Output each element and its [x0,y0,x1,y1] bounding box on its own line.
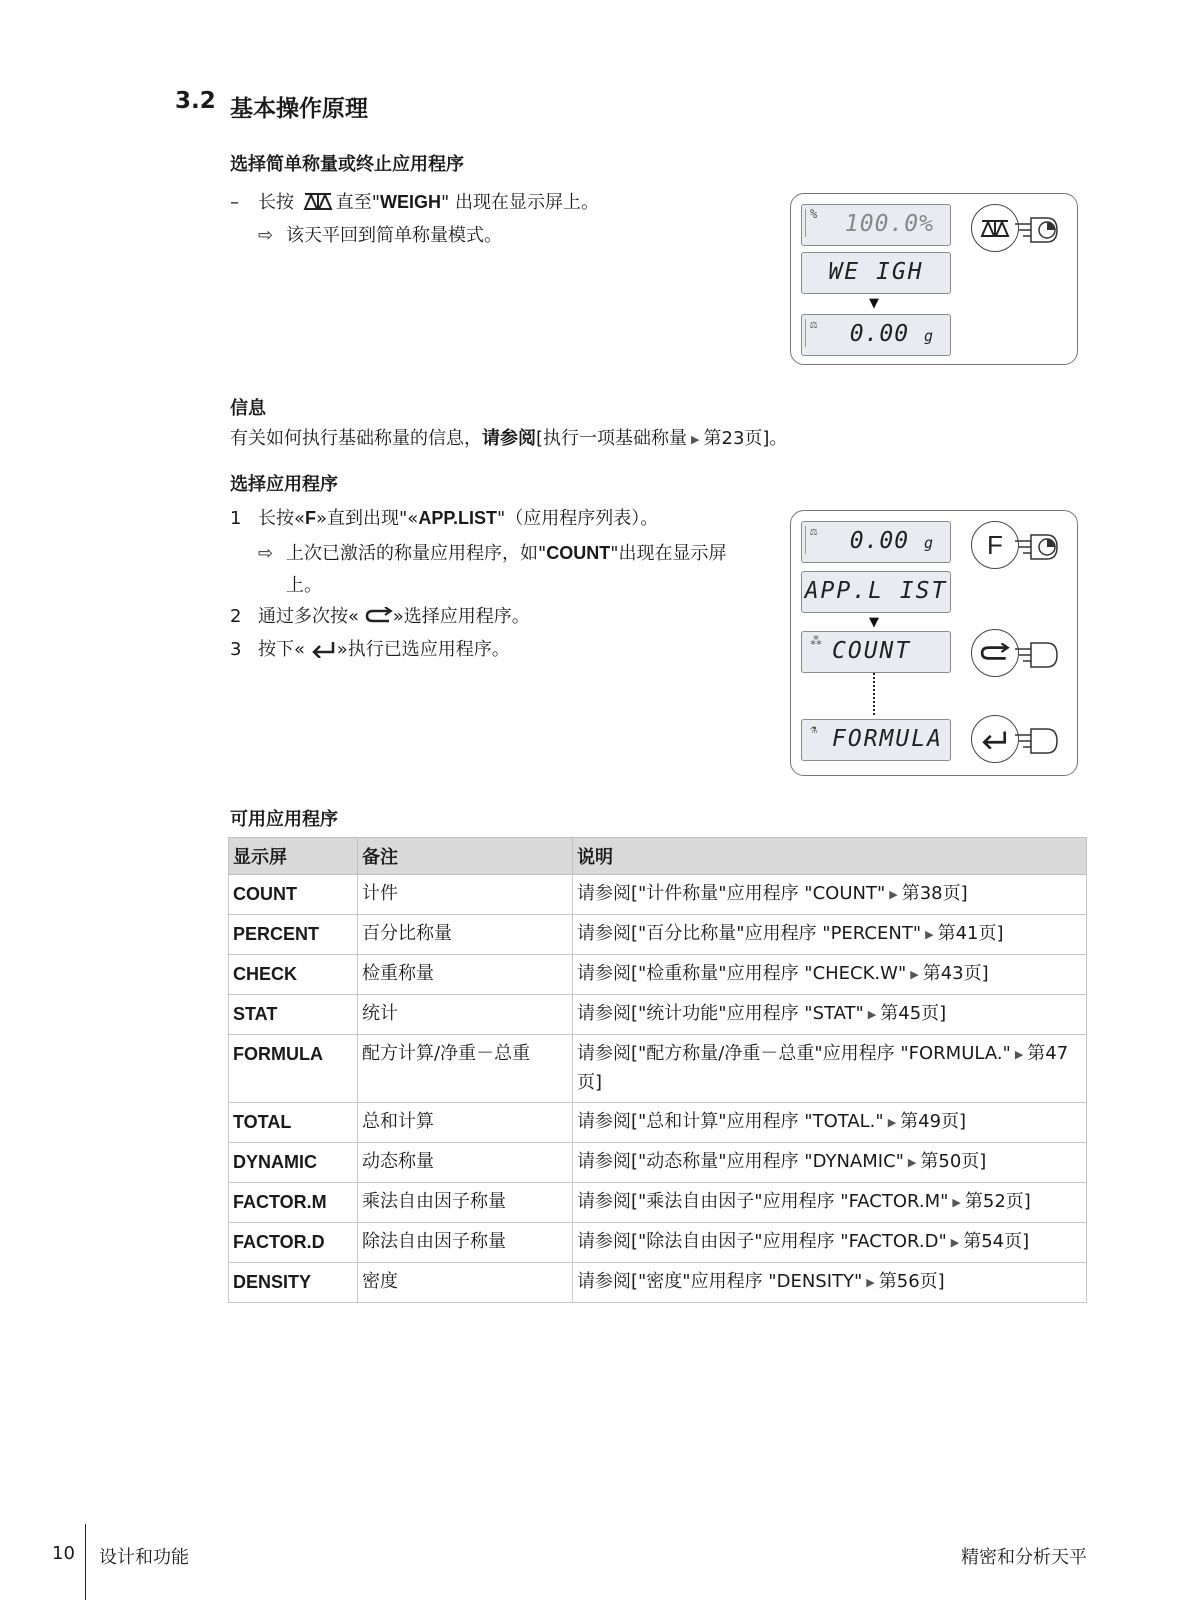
col-header-desc: 说明 [573,838,1087,875]
table-row [229,1183,1087,1223]
formula-icon: ⚗ [810,722,818,736]
footer-product: 精密和分析天平 [961,1547,1087,1568]
cell-desc: 请参阅["总和计算"应用程序 "TOTAL." ▶ 第49页] [573,1103,1087,1143]
footer-divider [85,1524,86,1600]
page-number: 10 [52,1543,75,1564]
enter-button [971,715,1019,763]
enter-key-icon [311,640,337,658]
table-row [229,1143,1087,1183]
select-step-1: 1 长按«F»直到出现"«APP.LIST"（应用程序列表）。 [230,508,659,529]
cell-desc: 请参阅["检重称量"应用程序 "CHECK.W" ▶ 第43页] [573,955,1087,995]
cell-note: 计件 [358,875,573,915]
scale-icon: ⚖ [810,317,818,331]
link-arrow-icon: ▶ [889,888,898,901]
cell-desc: 请参阅["乘法自由因子"应用程序 "FACTOR.M" ▶ 第52页] [573,1183,1087,1223]
hand-press-icon [1013,721,1063,757]
cell-display: COUNT [229,875,358,915]
cell-display: TOTAL [229,1103,358,1143]
cell-desc: 请参阅["百分比称量"应用程序 "PERCENT" ▶ 第41页] [573,915,1087,955]
link-arrow-icon: ▶ [952,1196,961,1209]
cell-note: 检重称量 [358,955,573,995]
cell-display: FACTOR.M [229,1183,358,1223]
table-row [229,1103,1087,1143]
info-text: 有关如何执行基础称量的信息，请参阅[执行一项基础称量 ▶ 第23页]。 [230,428,788,449]
simple-weighing-result: ⇨ 该天平回到简单称量模式。 [258,220,502,252]
cell-note: 统计 [358,995,573,1035]
table-row [229,875,1087,915]
cell-note: 除法自由因子称量 [358,1223,573,1263]
cell-desc: 请参阅["计件称量"应用程序 "COUNT" ▶ 第38页] [573,875,1087,915]
result-arrow-icon: ⇨ [258,225,274,246]
link-arrow-icon: ▶ [691,433,700,446]
col-header-display: 显示屏 [229,838,358,875]
cell-display: FACTOR.D [229,1223,358,1263]
lcd-percent: % 100.0% [801,204,951,246]
cell-note: 乘法自由因子称量 [358,1183,573,1223]
hand-press-hold-icon [1013,210,1063,246]
select-step-3: 3 按下« »执行已选应用程序。 [230,639,510,660]
cell-desc: 请参阅["除法自由因子"应用程序 "FACTOR.D" ▶ 第54页] [573,1223,1087,1263]
cell-note: 密度 [358,1263,573,1303]
table-row [229,915,1087,955]
lcd-count: ⁂ COUNT [801,631,951,673]
f-button: F [971,521,1019,569]
scroll-button [971,629,1019,677]
lcd-weight: ⚖ 0.00 g [801,314,951,356]
select-app-heading: 选择应用程序 [230,474,338,495]
dotted-connector [873,673,875,715]
weigh-display-illustration [790,193,1078,365]
down-arrow-icon: ▼ [869,296,879,311]
col-header-note: 备注 [358,838,573,875]
cell-display: CHECK [229,955,358,995]
cell-display: DENSITY [229,1263,358,1303]
cell-desc: 请参阅["动态称量"应用程序 "DYNAMIC" ▶ 第50页] [573,1143,1087,1183]
section-number: 3.2 [175,88,216,114]
select-step-2: 2 通过多次按« »选择应用程序。 [230,606,530,627]
cell-desc: 请参阅["统计功能"应用程序 "STAT" ▶ 第45页] [573,995,1087,1035]
lcd-app-list: APP.L IST [801,571,951,613]
scale-button [971,204,1019,252]
cell-note: 配方计算/净重－总重 [358,1035,573,1103]
scroll-key-icon [365,607,393,625]
table-row [229,995,1087,1035]
lcd-weight: ⚖ 0.00 g [801,521,951,563]
link-arrow-icon: ▶ [866,1276,875,1289]
link-arrow-icon: ▶ [910,968,919,981]
cell-display: PERCENT [229,915,358,955]
count-icon: ⁂ [810,634,822,648]
cell-display: FORMULA [229,1035,358,1103]
cell-desc: 请参阅["密度"应用程序 "DENSITY" ▶ 第56页] [573,1263,1087,1303]
cell-note: 总和计算 [358,1103,573,1143]
footer-chapter: 设计和功能 [99,1547,189,1568]
table-row [229,1035,1087,1103]
down-arrow-icon: ▼ [869,615,879,630]
table-row [229,1223,1087,1263]
table-header-row [229,838,1087,875]
link-arrow-icon: ▶ [867,1008,877,1021]
link-arrow-icon: ▶ [907,1156,917,1169]
cell-display: STAT [229,995,358,1035]
table-row [229,955,1087,995]
result-arrow-icon: ⇨ [258,543,274,564]
cell-desc: 请参阅["配方称量/净重－总重"应用程序 "FORMULA." ▶ 第47页] [573,1035,1087,1103]
cell-note: 百分比称量 [358,915,573,955]
apps-table [228,837,1087,1303]
simple-weighing-step: – 长按 直至"WEIGH" 出现在显示屏上。 [230,192,600,213]
hand-press-hold-icon [1013,527,1063,563]
link-arrow-icon: ▶ [950,1236,960,1249]
scale-key-icon [303,191,333,211]
app-select-illustration [790,510,1078,776]
cell-note: 动态称量 [358,1143,573,1183]
lcd-weigh: WE IGH [801,252,951,294]
hand-press-icon [1013,635,1063,671]
info-heading: 信息 [230,398,266,419]
scale-icon: ⚖ [810,524,818,538]
table-row [229,1263,1087,1303]
link-arrow-icon: ▶ [1014,1048,1024,1061]
link-arrow-icon: ▶ [925,928,934,941]
lcd-formula: ⚗ FORMULA [801,719,951,761]
available-apps-heading: 可用应用程序 [230,809,338,830]
select-step-1-result: ⇨ 上次已激活的称量应用程序，如"COUNT"出现在显示屏 上。 [258,537,768,602]
section-title: 基本操作原理 [230,96,368,122]
cell-display: DYNAMIC [229,1143,358,1183]
link-arrow-icon: ▶ [887,1116,897,1129]
simple-weighing-heading: 选择简单称量或终止应用程序 [230,154,464,175]
